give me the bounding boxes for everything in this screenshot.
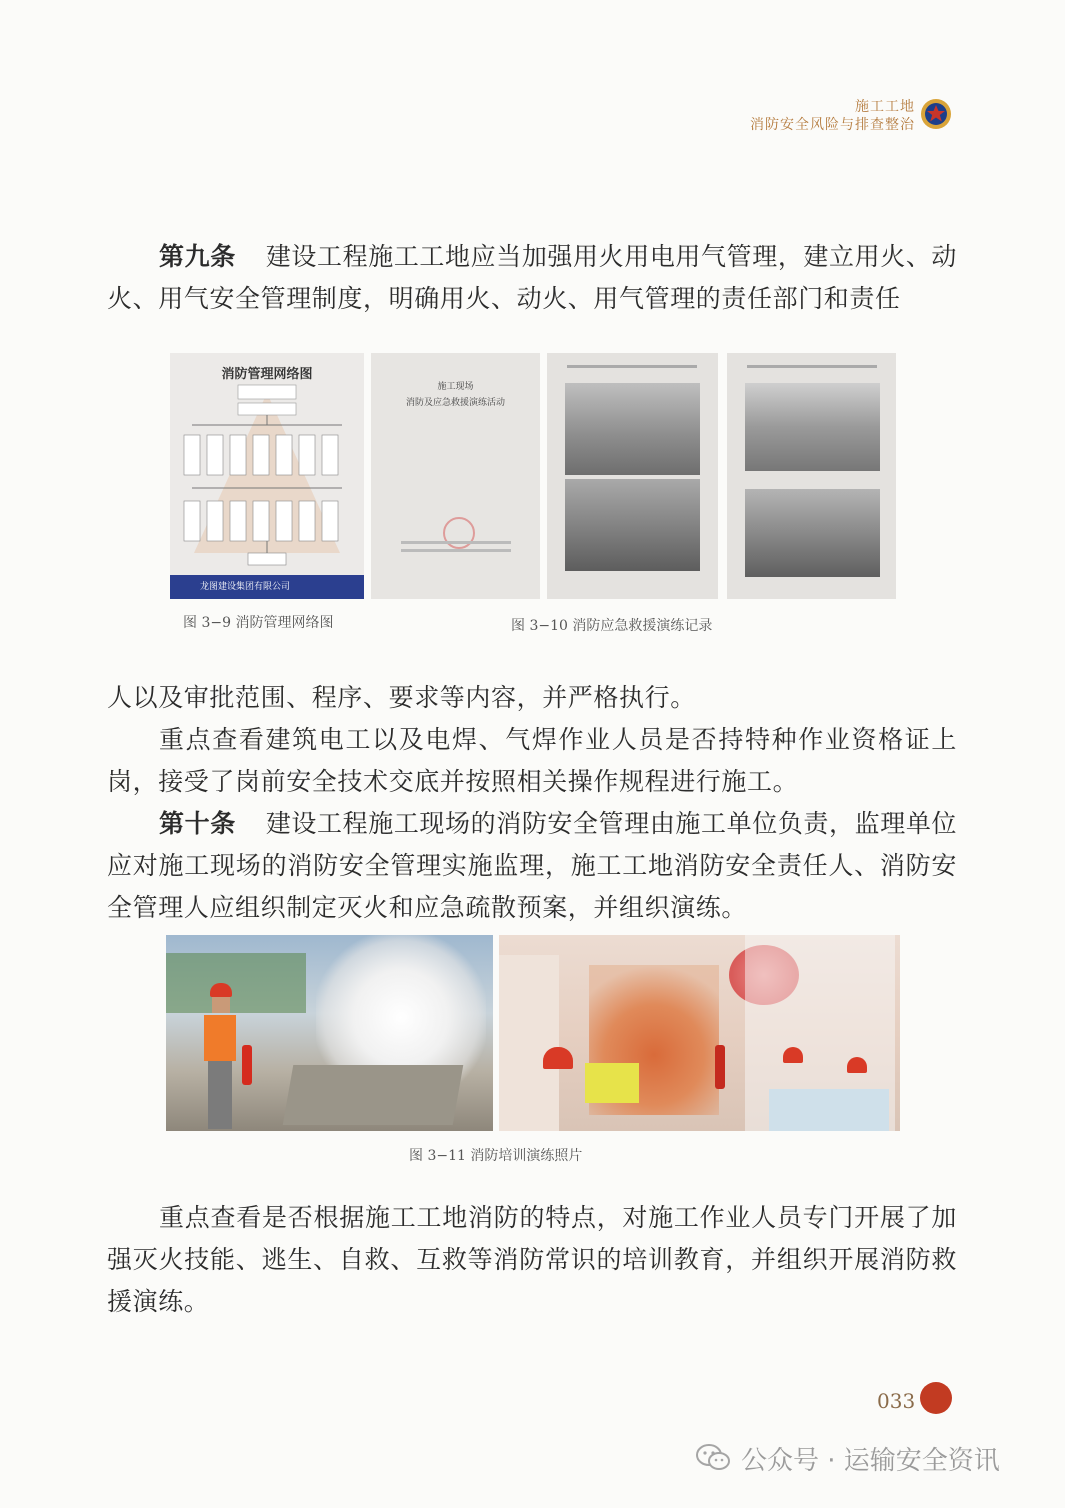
worker-helmet-1 — [543, 1047, 573, 1069]
cover-line-1 — [401, 541, 511, 544]
figure-3-9-caption: 图 3−9 消防管理网络图 — [183, 615, 334, 631]
drill-cover-title-1: 施工现场 — [437, 382, 474, 392]
page2-heading-line — [747, 365, 877, 368]
worker-face — [212, 997, 230, 1013]
article-10-text: 建设工程施工现场的消防安全管理由施工单位负责，监理单位应对施工现场的消防安全管理实施监理，施工工地消防安全责任人、消防安全管理人应组织制定灭火和应急疏散预案，并组织演练。 — [107, 809, 958, 922]
drill-photo-1 — [565, 383, 700, 475]
worker-vest-1 — [585, 1063, 639, 1103]
cover-line-2 — [401, 549, 511, 552]
drill-cover-title-2: 消防及应急救援演练活动 — [405, 398, 505, 408]
fire-management-network-chart-image — [170, 353, 364, 599]
red-helmet — [210, 983, 232, 997]
article-9-continuation: 人以及审批范围、程序、要求等内容，并严格执行。 — [107, 683, 696, 712]
page-number: 033 — [877, 1389, 916, 1413]
wechat-icon — [695, 1443, 731, 1473]
header-title: 施工工地 — [855, 99, 915, 115]
drill-photo-3 — [745, 383, 880, 471]
network-chart-title: 消防管理网络图 — [221, 367, 313, 382]
drill-photo-2 — [565, 479, 700, 571]
network-chart-drawing — [170, 353, 364, 599]
blue-white-board — [769, 1089, 889, 1131]
page-number-dot — [920, 1382, 952, 1414]
article-9-label: 第九条 — [159, 242, 236, 271]
figure-3-10-caption: 图 3−10 消防应急救援演练记录 — [511, 618, 713, 634]
header-subtitle: 消防安全风险与排查整治 — [750, 117, 915, 133]
article-10-paragraph — [107, 803, 957, 929]
page1-heading-line — [567, 365, 697, 368]
watermark — [695, 1438, 1000, 1478]
drill-record-page-1-image — [547, 353, 718, 599]
fire-extinguisher-training-photo — [166, 935, 493, 1131]
red-seal-stamp — [443, 517, 475, 549]
company-name: 龙图建设集团有限公司 — [200, 582, 291, 592]
drill-record-cover-image — [371, 353, 540, 599]
drill-photo-4 — [745, 489, 880, 577]
article-10-label: 第十条 — [159, 809, 236, 838]
door-frame — [499, 955, 559, 1131]
check-paragraph-2: 重点查看是否根据施工工地消防的特点，对施工作业人员专门开展了加强灭火技能、逃生、自救、互救等消防常识的培训教育，并组织开展消防救援演练。 — [107, 1203, 957, 1316]
watermark-text: 公众号 · 运输安全资讯 — [741, 1445, 1000, 1476]
fire-emblem-icon — [920, 98, 952, 130]
worker-figure — [202, 983, 238, 1131]
extinguisher-smoke-cloud — [316, 935, 486, 1085]
wall-extinguisher — [715, 1045, 725, 1089]
smoke-escape-drill-photo — [499, 935, 900, 1131]
figure-3-11-caption: 图 3−11 消防培训演练照片 — [409, 1148, 583, 1164]
fire-tray — [283, 1065, 464, 1125]
drill-record-page-2-image — [727, 353, 896, 599]
check-paragraph-1: 重点查看建筑电工以及电焊、气焊作业人员是否持特种作业资格证上岗，接受了岗前安全技术交底并按照相关操作规程进行施工。 — [107, 725, 957, 796]
article-9-paragraph — [107, 236, 957, 320]
worker-trousers — [208, 1061, 232, 1129]
orange-vest — [204, 1015, 236, 1061]
worker-helmet-2 — [783, 1047, 803, 1063]
fire-extinguisher — [242, 1045, 252, 1085]
worker-helmet-3 — [847, 1057, 867, 1073]
article-9-text: 建设工程施工工地应当加强用火用电用气管理，建立用火、动火、用气安全管理制度，明确用火、动火、用气管理的责任部门和责任 — [107, 242, 958, 313]
